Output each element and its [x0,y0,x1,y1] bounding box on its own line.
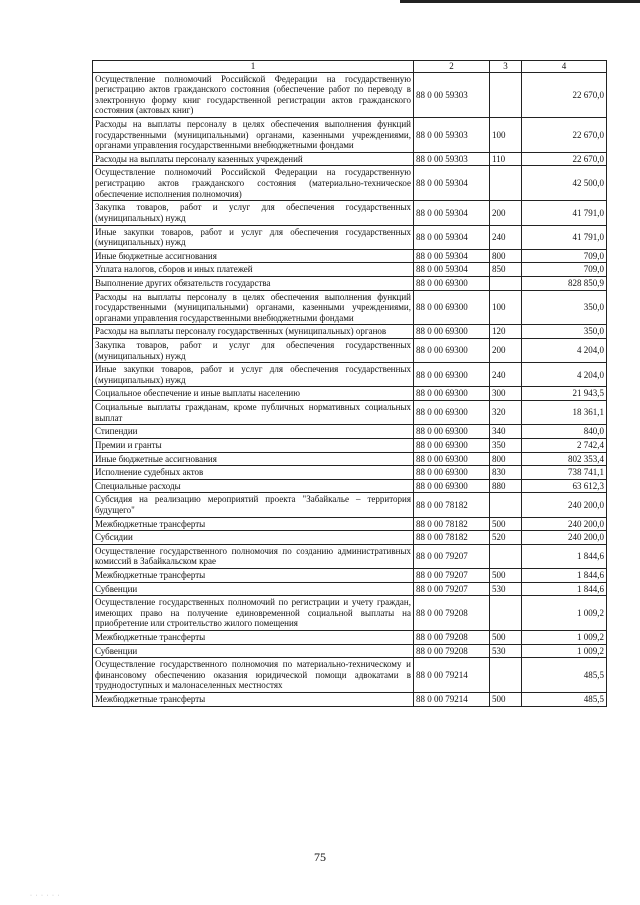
row-name: Закупка товаров, работ и услуг для обеспечения государственных (муниципальных) нужд [93,201,414,225]
row-type [490,72,522,117]
row-amount: 41 791,0 [522,225,607,249]
row-amount: 240 200,0 [522,531,607,545]
row-code: 88 0 00 79208 [414,631,490,645]
row-name: Исполнение судебных актов [93,466,414,480]
row-name: Межбюджетные трансферты [93,693,414,707]
row-amount: 1 844,6 [522,544,607,568]
row-name: Расходы на выплаты персоналу казенных учреждений [93,152,414,166]
table-row [93,325,607,339]
row-amount: 63 612,3 [522,479,607,493]
row-name: Субсидии [93,531,414,545]
row-name: Расходы на выплаты персоналу государственных (муниципальных) органов [93,325,414,339]
row-code: 88 0 00 59304 [414,166,490,201]
row-code: 88 0 00 78182 [414,517,490,531]
table-header-row [93,61,607,73]
row-amount: 21 943,5 [522,387,607,401]
row-type [490,493,522,517]
row-type: 300 [490,387,522,401]
row-type: 100 [490,118,522,153]
row-code: 88 0 00 69300 [414,363,490,387]
scan-edge-bar [400,0,640,3]
row-code: 88 0 00 69300 [414,290,490,325]
row-name: Иные бюджетные ассигнования [93,249,414,263]
row-code: 88 0 00 69300 [414,452,490,466]
row-code: 88 0 00 79208 [414,596,490,631]
row-type: 110 [490,152,522,166]
row-amount: 1 009,2 [522,631,607,645]
row-code: 88 0 00 69300 [414,479,490,493]
table-row [93,363,607,387]
row-amount: 22 670,0 [522,72,607,117]
table-row [93,544,607,568]
row-type: 500 [490,631,522,645]
table-row [93,658,607,693]
row-type: 500 [490,517,522,531]
row-type: 880 [490,479,522,493]
row-code: 88 0 00 59304 [414,201,490,225]
header-col-4: 4 [522,61,607,73]
row-code: 88 0 00 69300 [414,401,490,425]
row-amount: 350,0 [522,325,607,339]
row-amount: 828 850,9 [522,276,607,290]
row-code: 88 0 00 79207 [414,582,490,596]
row-code: 88 0 00 79208 [414,644,490,658]
row-amount: 709,0 [522,263,607,277]
table-row [93,425,607,439]
table-row [93,387,607,401]
row-amount: 240 200,0 [522,493,607,517]
row-type: 100 [490,290,522,325]
row-name: Специальные расходы [93,479,414,493]
row-name: Субсидия на реализацию мероприятий проекта "Забайкалье – территория будущего" [93,493,414,517]
row-name: Осуществление государственных полномочий по регистрации и учету граждан, имеющих право на получение единовременной социальной выплаты на приобретение или строительство жилого помещения [93,596,414,631]
row-code: 88 0 00 59303 [414,118,490,153]
row-name: Стипендии [93,425,414,439]
row-code: 88 0 00 59304 [414,249,490,263]
row-type: 500 [490,693,522,707]
page-number: 75 [314,850,326,864]
row-type: 520 [490,531,522,545]
table-row [93,493,607,517]
table-row [93,249,607,263]
row-type: 800 [490,452,522,466]
row-name: Премии и гранты [93,438,414,452]
row-name: Расходы на выплаты персоналу в целях обеспечения выполнения функций государственными (муниципальными) органами, казенными учреждениями, органами управления государственными внебюджетными фондами [93,290,414,325]
row-name: Межбюджетные трансферты [93,568,414,582]
table-row [93,72,607,117]
table-row [93,263,607,277]
row-amount: 485,5 [522,658,607,693]
budget-table [92,60,607,707]
row-code: 88 0 00 79214 [414,693,490,707]
row-name: Межбюджетные трансферты [93,631,414,645]
table-row [93,693,607,707]
row-amount: 22 670,0 [522,152,607,166]
row-amount: 4 204,0 [522,339,607,363]
header-col-1: 1 [93,61,414,73]
row-amount: 738 741,1 [522,466,607,480]
table-row [93,118,607,153]
row-type [490,596,522,631]
row-code: 88 0 00 69300 [414,466,490,480]
row-amount: 22 670,0 [522,118,607,153]
row-amount: 4 204,0 [522,363,607,387]
row-name: Осуществление государственного полномочия по материально-техническому и финансовому обеспечению оказания юридической помощи адвокатами в труднодоступных и малонаселенных местностях [93,658,414,693]
row-code: 88 0 00 69300 [414,425,490,439]
table-body [93,72,607,706]
table-row [93,339,607,363]
header-col-2: 2 [414,61,490,73]
row-code: 88 0 00 69300 [414,438,490,452]
row-type: 800 [490,249,522,263]
row-type [490,658,522,693]
row-type: 350 [490,438,522,452]
table-row [93,479,607,493]
table-row [93,276,607,290]
row-amount: 1 009,2 [522,644,607,658]
row-name: Межбюджетные трансферты [93,517,414,531]
row-code: 88 0 00 59304 [414,225,490,249]
row-amount: 41 791,0 [522,201,607,225]
row-amount: 18 361,1 [522,401,607,425]
table-row [93,568,607,582]
row-code: 88 0 00 78182 [414,531,490,545]
row-name: Осуществление полномочий Российской Федерации на государственную регистрацию актов гражданского состояния (материально-техническое обеспечение исполнения полномочия) [93,166,414,201]
row-type: 240 [490,225,522,249]
table-row [93,466,607,480]
table-row [93,166,607,201]
row-type: 530 [490,582,522,596]
row-code: 88 0 00 59304 [414,263,490,277]
table-row [93,225,607,249]
row-type [490,276,522,290]
row-code: 88 0 00 69300 [414,339,490,363]
row-code: 88 0 00 78182 [414,493,490,517]
row-name: Социальные выплаты гражданам, кроме публичных нормативных социальных выплат [93,401,414,425]
row-amount: 840,0 [522,425,607,439]
row-type: 320 [490,401,522,425]
header-col-3: 3 [490,61,522,73]
table-row [93,401,607,425]
row-code: 88 0 00 59303 [414,72,490,117]
row-name: Иные бюджетные ассигнования [93,452,414,466]
row-code: 88 0 00 69300 [414,276,490,290]
row-amount: 1 844,6 [522,582,607,596]
table-row [93,644,607,658]
table-row [93,531,607,545]
row-type: 200 [490,201,522,225]
row-amount: 1 844,6 [522,568,607,582]
row-amount: 240 200,0 [522,517,607,531]
scan-artifact: · · · · · · [30,893,61,899]
row-amount: 485,5 [522,693,607,707]
row-type: 240 [490,363,522,387]
row-type: 340 [490,425,522,439]
row-type [490,166,522,201]
row-type: 120 [490,325,522,339]
row-name: Уплата налогов, сборов и иных платежей [93,263,414,277]
row-code: 88 0 00 69300 [414,387,490,401]
row-amount: 350,0 [522,290,607,325]
row-amount: 802 353,4 [522,452,607,466]
row-amount: 42 500,0 [522,166,607,201]
row-name: Осуществление полномочий Российской Федерации на государственную регистрацию актов гражданского состояния (обеспечение работ по переводу в электронную форму книг государственной регистрации актов гражданского состояния (актовых книг) [93,72,414,117]
row-name: Закупка товаров, работ и услуг для обеспечения государственных (муниципальных) нужд [93,339,414,363]
table-row [93,152,607,166]
row-amount: 1 009,2 [522,596,607,631]
row-code: 88 0 00 79207 [414,568,490,582]
row-code: 88 0 00 79214 [414,658,490,693]
row-type: 200 [490,339,522,363]
table-row [93,596,607,631]
row-type [490,544,522,568]
row-name: Осуществление государственного полномочия по созданию административных комиссий в Забайкальском крае [93,544,414,568]
row-code: 88 0 00 79207 [414,544,490,568]
row-name: Расходы на выплаты персоналу в целях обеспечения выполнения функций государственными (муниципальными) органами, казенными учреждениями, органами управления государственными внебюджетными фондами [93,118,414,153]
row-type: 530 [490,644,522,658]
row-name: Социальное обеспечение и иные выплаты населению [93,387,414,401]
row-name: Иные закупки товаров, работ и услуг для обеспечения государственных (муниципальных) нужд [93,363,414,387]
row-amount: 2 742,4 [522,438,607,452]
table-row [93,201,607,225]
row-name: Субвенции [93,644,414,658]
row-name: Выполнение других обязательств государства [93,276,414,290]
table-row [93,582,607,596]
row-name: Субвенции [93,582,414,596]
table-row [93,517,607,531]
row-name: Иные закупки товаров, работ и услуг для обеспечения государственных (муниципальных) нужд [93,225,414,249]
table-row [93,631,607,645]
row-amount: 709,0 [522,249,607,263]
row-code: 88 0 00 69300 [414,325,490,339]
row-code: 88 0 00 59303 [414,152,490,166]
row-type: 850 [490,263,522,277]
table-row [93,290,607,325]
table-row [93,438,607,452]
row-type: 830 [490,466,522,480]
row-type: 500 [490,568,522,582]
table-row [93,452,607,466]
